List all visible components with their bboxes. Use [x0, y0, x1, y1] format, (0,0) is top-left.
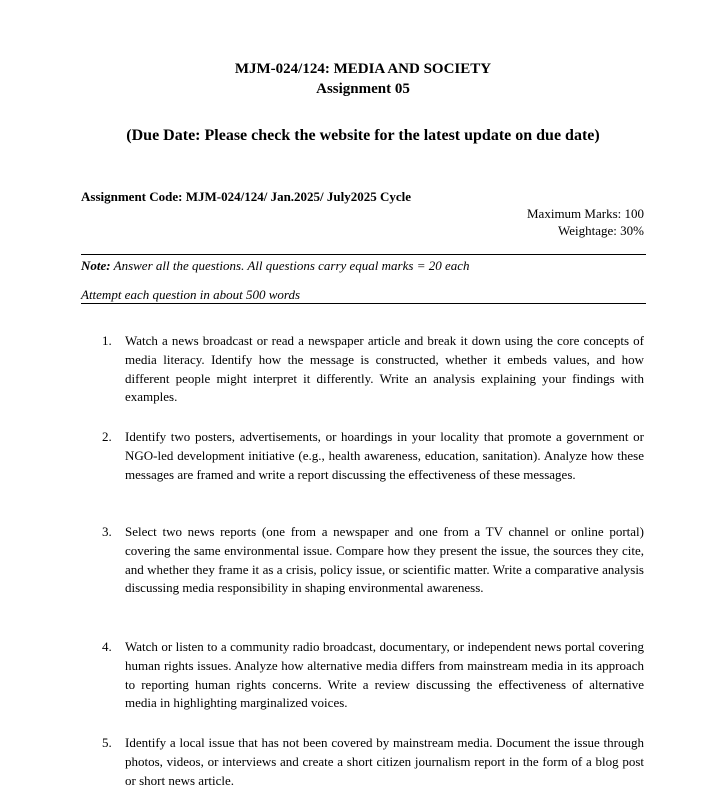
- note-label: Note:: [81, 258, 111, 273]
- top-divider: [81, 254, 646, 255]
- due-date-notice: (Due Date: Please check the website for the latest update on due date): [126, 127, 600, 144]
- maximum-marks: Maximum Marks: 100: [527, 206, 644, 221]
- note-text: Answer all the questions. All questions carry equal marks = 20 each: [110, 258, 470, 273]
- question-text: Select two news reports (one from a newspaper and one from a TV channel or online portal) covering the same environmental issue. Compare how they present the issue, the sources they cite, and whether they frame it as a crisis, policy issue, or scientific matter. Write a comparative analysis discussing media responsibility in shaping environmental awareness.: [125, 524, 644, 596]
- assignment-code: Assignment Code: MJM-024/124/ Jan.2025/ July2025 Cycle: [81, 189, 412, 204]
- question-number: 2.: [102, 429, 112, 444]
- question-5: [102, 734, 644, 790]
- attempt-instruction: Attempt each question in about 500 words: [81, 287, 301, 302]
- question-text: Watch a news broadcast or read a newspaper article and break it down using the core concepts of media literacy. Identify how the message is constructed, whether it embeds values, and how different people might interpret it differently. Write an analysis explaining your findings with examples.: [125, 333, 644, 405]
- question-number: 3.: [102, 524, 112, 539]
- question-number: 5.: [102, 735, 112, 750]
- question-2: [102, 428, 644, 484]
- question-text: Identify two posters, advertisements, or hoardings in your locality that promote a government or NGO-led development initiative (e.g., health awareness, education, sanitation). Analyze how these messages are framed and write a report discussing the effectiveness of these messages.: [125, 429, 644, 482]
- question-1: [102, 332, 644, 407]
- question-text: Identify a local issue that has not been covered by mainstream media. Document the issue through photos, videos, or interviews and create a short citizen journalism report in the form of a blog post or short news article.: [125, 735, 644, 788]
- question-number: 1.: [102, 333, 112, 348]
- marks-block: [527, 205, 644, 239]
- bottom-divider: [81, 303, 646, 304]
- question-4: [102, 638, 644, 713]
- question-text: Watch or listen to a community radio broadcast, documentary, or independent news portal covering human rights issues. Analyze how alternative media differs from mainstream media in its approach to reporting human rights concerns. Write a review discussing the effectiveness of alternative media in highlighting marginalized voices.: [125, 639, 644, 711]
- note-line: [81, 258, 470, 274]
- question-3: [102, 523, 644, 598]
- weightage: Weightage: 30%: [558, 223, 644, 238]
- document-title: MJM-024/124: MEDIA AND SOCIETY: [234, 61, 492, 77]
- question-number: 4.: [102, 639, 112, 654]
- assignment-number: Assignment 05: [316, 81, 410, 97]
